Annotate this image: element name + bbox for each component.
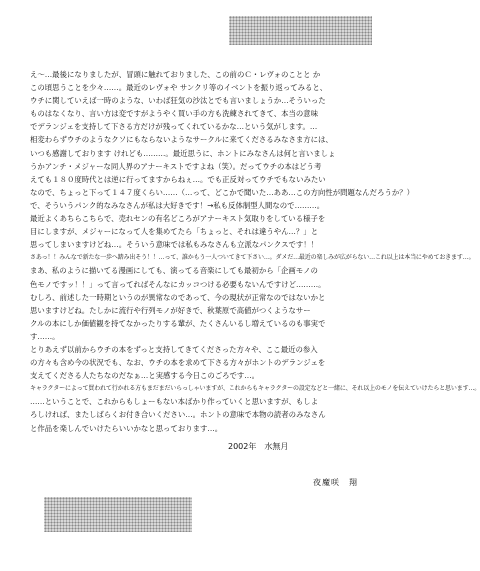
- text-line: の方々も含め今の状況でも、なお、ウチの本を求めて下さる方々がホントのデランジェを: [30, 358, 326, 368]
- signature-date: 2002年 水無月: [228, 442, 289, 451]
- text-line: 思ってしまいますけどね…。そういう意味では私もみなさんも立派なパンクスです！！: [30, 240, 319, 250]
- text-line: ウチに関していえば一時のような、いわば狂気の沙汰とでも言いましょうか…そういった: [30, 96, 326, 106]
- text-line: 最近よくあちらこちらで、売れセンの有名どころがアナーキスト気取りをしている様子を: [30, 214, 326, 224]
- text-line: で、そういうパンク的なみなさんが私は大好きです！→私も反体制型人間なので………。: [30, 200, 325, 210]
- text-line: まあ、私のように描いてる漫画にしても、演ってる音楽にしても最初から「企画モノの: [30, 266, 318, 276]
- afterword-body: [30, 68, 480, 435]
- text-line: えても１８０度時代とは逆に行ってますからねぇ…。でも正反対ってウチでもないみたい: [30, 174, 326, 184]
- text-line: 相変わらずウチのようなクソにもならないようなサークルに来てくださるみなさま方には、: [30, 135, 333, 145]
- text-line: と作品を楽しんでいけたらいいかなと思っております…。: [30, 423, 223, 433]
- text-line: 目にしますが、メジャーになって人を集めてたら「ちょっと、それは違うやん…？」と: [30, 227, 319, 237]
- screentone-block-bottom: [44, 497, 192, 532]
- text-line: この頃思うことを少々……。最近のレヴォや サンクリ等のイベントを振り返ってみると、: [30, 83, 328, 93]
- text-line: 支えてくださる人たちなのだなぁ…と実感する今日このごろです…。: [30, 371, 260, 381]
- text-line: むしろ、前述した一時期というのが異常なのであって、今の現状が正常なのではないかと: [30, 292, 326, 302]
- text-line: とりあえず以前からウチの本をずっと支持してきてくださった方々や、ここ最近の参入: [30, 344, 318, 354]
- text-line: す……。: [30, 331, 60, 341]
- text-line: 色モノですッ！！」って言ってればそんなにカッコつける必要もないんですけど………。: [30, 279, 326, 289]
- text-line: ……ということで、これからもしょーもない本ばかり作っていくと思いますが、もしよ: [30, 397, 319, 407]
- screentone-block-top: [229, 16, 372, 45]
- text-line: 思いますけどね。たしかに流行や行列モノが好きで、秋葉原で高値がつくようなサー: [30, 305, 311, 315]
- signature-author: 夜魔咲 翔: [313, 478, 358, 487]
- text-line: うかアンチ・メジャーな同人界のアナーキストですよね（笑）。だってウチの本はどう考: [30, 161, 322, 171]
- aside-line: キャラクターによって買われて行かれる方もまだまだいらっしゃいますが、これからもキャラクターの設定などと一緒に、それ以上のモノを伝えていけたらと思います…。: [30, 385, 480, 393]
- text-line: ろしければ、またしばらくお付き合いください…。ホントの意味で本物の読者のみなさん: [30, 410, 326, 420]
- aside-line: さあっ！！みんなで新たな一歩へ踏み出そう！！…って、誰かもう一人ついてきて下さい…。ダメだ…最近の楽しみが広がらない…これ以上は本当にやめておきます…。: [30, 254, 475, 262]
- text-line: ものはなくなり、言い方は変ですがようやく買い手の方も洗練されてきて、本当の意味: [30, 109, 319, 119]
- text-line: なので、ちょっと下って１４７度くらい……（…って、どこかで聞いた…ああ…この方向性が問題なんだろうか？）: [30, 187, 415, 197]
- text-line: え～…最後になりましたが、冒頭に触れておりました、この前のＣ・レヴォのことと か: [30, 70, 321, 79]
- text-line: でデランジェを支持して下さる方だけが残ってくれているかな…という気がします。…: [30, 122, 318, 132]
- text-line: クルの本にしか価値観を持てなかったりする輩が、たくさんいるし増えているのも事実で: [30, 318, 326, 328]
- text-line: いつも感謝しております けれども………。最近思うに、ホントにみなさんは何と言いましょ: [30, 148, 336, 158]
